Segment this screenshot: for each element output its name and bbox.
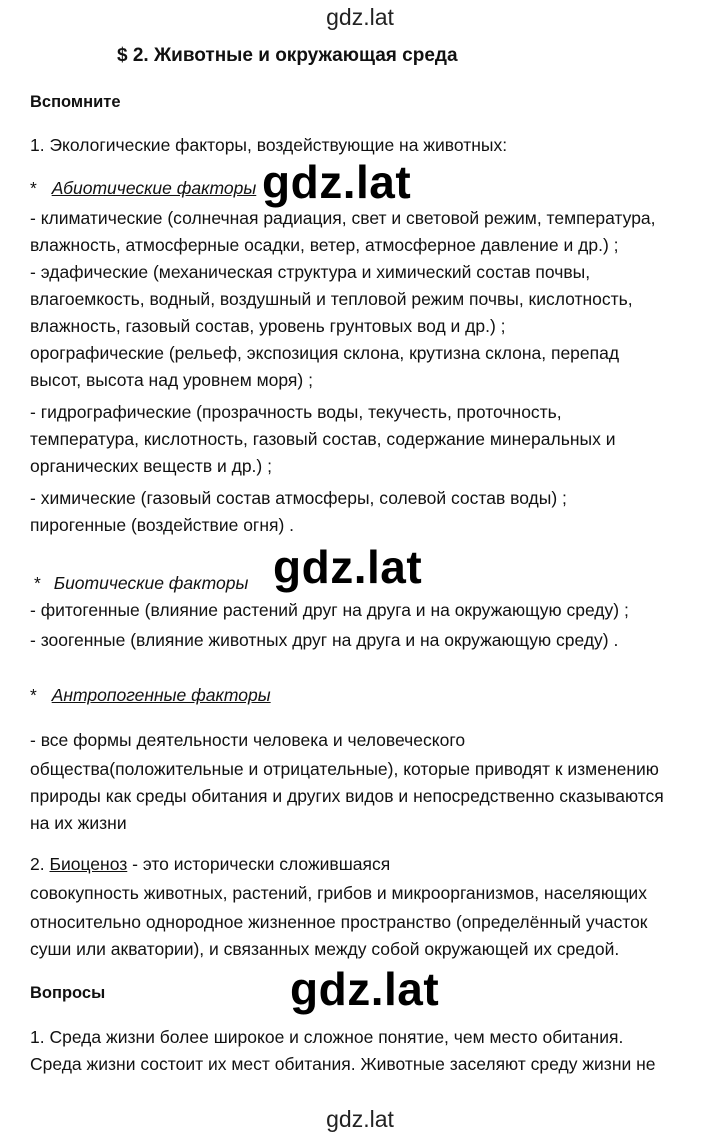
- biotic-line: - зоогенные (влияние животных друг на друга и на окружающую среду) .: [30, 630, 619, 650]
- abiotic-line: - эдафические (механическая структура и химический состав почвы,: [30, 262, 591, 282]
- watermark-logo: gdz.lat: [290, 963, 440, 1015]
- abiotic-line: орографические (рельеф, экспозиция склона, крутизна склона, перепад: [30, 343, 620, 363]
- abiotic-line: - гидрографические (прозрачность воды, текучесть, проточность,: [30, 402, 562, 422]
- abiotic-line: высот, высота над уровнем моря) ;: [30, 370, 313, 390]
- biocenosis-definition: - это исторически сложившаяся: [127, 854, 391, 874]
- question-2-line: совокупность животных, растений, грибов и микроорганизмов, населяющих: [30, 883, 647, 903]
- abiotic-line: - климатические (солнечная радиация, свет и световой режим, температура,: [30, 208, 656, 228]
- abiotic-line: - химические (газовый состав атмосферы, солевой состав воды) ;: [30, 488, 567, 508]
- anthropogenic-factors-label: [30, 682, 271, 708]
- abiotic-line: пирогенные (воздействие огня) .: [30, 515, 295, 535]
- question-2-text: [30, 851, 390, 877]
- site-header: gdz.lat: [326, 4, 394, 30]
- answer-line: 1. Среда жизни более широкое и сложное понятие, чем место обитания.: [30, 1027, 624, 1047]
- answer-line: Среда жизни состоит их мест обитания. Животные заселяют среду жизни не: [30, 1054, 656, 1074]
- watermark-logo: gdz.lat: [262, 156, 412, 208]
- anthropogenic-line: на их жизни: [30, 813, 127, 833]
- abiotic-factors-label: [30, 175, 256, 201]
- site-footer: gdz.lat: [326, 1106, 394, 1132]
- watermark-logo: gdz.lat: [273, 541, 423, 593]
- anthropogenic-heading: Антропогенные факторы: [51, 685, 271, 705]
- anthropogenic-line: - все формы деятельности человека и человеческого: [30, 730, 466, 750]
- abiotic-heading: Абиотические факторы: [51, 178, 257, 198]
- abiotic-line: органических веществ и др.) ;: [30, 456, 272, 476]
- biotic-line: - фитогенные (влияние растений друг на друга и на окружающую среду) ;: [30, 600, 629, 620]
- question-1-text: 1. Экологические факторы, воздействующие на животных:: [30, 135, 508, 155]
- biocenosis-term: Биоценоз: [49, 854, 128, 874]
- page-title: $ 2. Животные и окружающая среда: [117, 45, 458, 66]
- anthropogenic-line: природы как среды обитания и других видов и непосредственно сказываются: [30, 786, 664, 806]
- question-2-line: суши или акватории), и связанных между собой окружающей их средой.: [30, 939, 620, 959]
- bullet-marker: *: [30, 178, 37, 198]
- abiotic-line: влажность, газовый состав, уровень грунтовых вод и др.) ;: [30, 316, 506, 336]
- abiotic-line: влагоемкость, водный, воздушный и тепловой режим почвы, кислотность,: [30, 289, 633, 309]
- section-heading-remember: Вспомните: [30, 93, 121, 111]
- abiotic-line: температура, кислотность, газовый состав, содержание минеральных и: [30, 429, 616, 449]
- biotic-factors-label: [34, 570, 248, 596]
- section-heading-questions: Вопросы: [30, 984, 106, 1002]
- abiotic-line: влажность, атмосферные осадки, ветер, атмосферное давление и др.) ;: [30, 235, 619, 255]
- bullet-marker: *: [34, 573, 41, 593]
- biotic-heading: Биотические факторы: [53, 573, 249, 593]
- question-2-number: 2.: [30, 854, 45, 874]
- anthropogenic-line: общества(положительные и отрицательные), которые приводят к изменению: [30, 759, 659, 779]
- question-2-line: относительно однородное жизненное пространство (определённый участок: [30, 912, 648, 932]
- bullet-marker: *: [30, 685, 37, 705]
